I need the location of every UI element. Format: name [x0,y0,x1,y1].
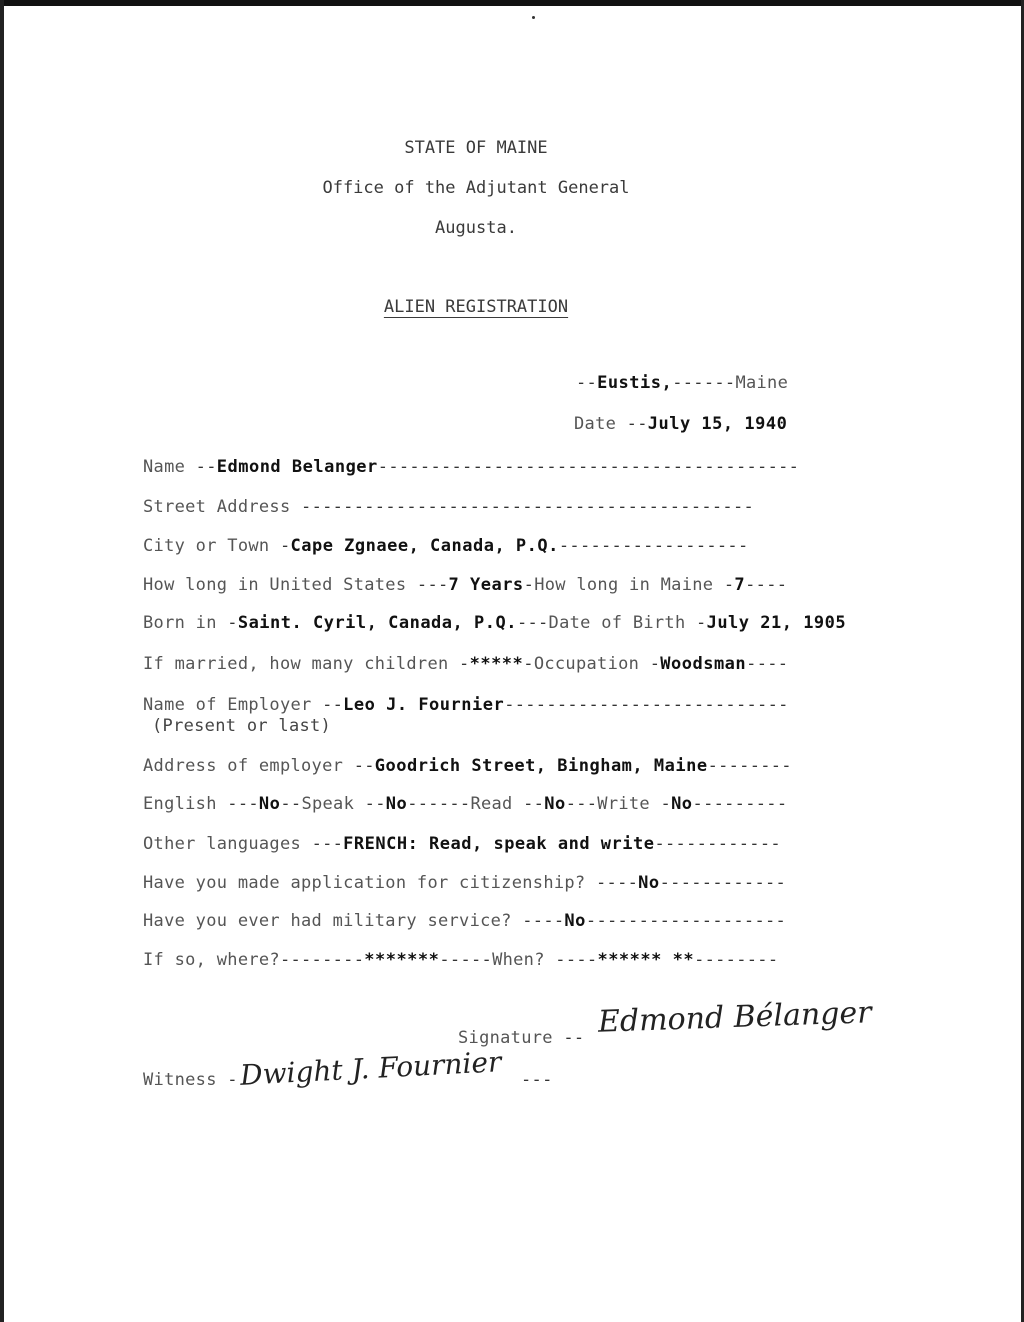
children-line: If married, how many children -*****-Occupation -Woodsman---- [143,654,789,674]
employer-address-line: Address of employer --Goodrich Street, Bingham, Maine-------- [143,756,792,776]
when-value: ****** ** [597,950,695,970]
speak-label: Speak [301,794,355,814]
dob-label: Date of Birth [548,613,686,633]
english-value: No [258,794,281,814]
maine-value: 7 [734,575,746,595]
read-value: No [544,794,566,814]
street-label: Street Address [143,497,291,517]
military-value: No [564,911,586,931]
employer-label: Name of Employer [143,695,312,715]
occupation-value: Woodsman [660,654,747,674]
born-label: Born in [143,613,217,633]
residence-line: How long in United States ---7 Years-How long in Maine -7---- [143,575,788,595]
born-value: Saint. Cyril, Canada, P.Q. [237,613,517,633]
scan-border-top [0,0,1024,6]
scan-speck [532,16,535,19]
us-value: 7 Years [448,575,524,595]
children-value: ***** [469,654,524,674]
when-label: When? [492,950,545,970]
place-value: Eustis, [597,373,673,393]
citizenship-line: Have you made application for citizenship? ----No------------ [143,873,787,893]
date-value: July 15, 1940 [647,414,788,434]
employer-line: Name of Employer --Leo J. Fournier--------------------------- [143,695,789,715]
city-line: City or Town -Cape Zgnaee, Canada, P.Q.------------------ [143,536,749,556]
where-label: If so, where? [143,950,280,970]
occupation-label: Occupation [533,654,640,674]
signature-line: Signature -- [458,1028,585,1048]
name-label: Name [143,457,186,477]
service-line: If so, where?--------*******-----When? ----****** **-------- [143,950,779,970]
signature-handwriting: Edmond Bélanger [597,995,873,1040]
other-languages-label: Other languages [143,834,302,854]
scan-border-left [0,0,4,1322]
speak-value: No [385,794,408,814]
employer-sublabel: (Present or last) [152,716,332,736]
city-label: City or Town [143,536,270,556]
witness-handwriting: Dwight J. Fournier [239,1045,503,1092]
city-heading: Augusta. [435,218,517,238]
write-label: Write [597,794,650,814]
name-line: Name --Edmond Belanger---------------------------------------- [143,457,800,477]
street-line: Street Address ------------------------------------------- [143,497,755,517]
employer-address-label: Address of employer [143,756,344,776]
maine-label: How long in Maine [534,575,714,595]
name-value: Edmond Belanger [216,457,378,477]
place-state: Maine [735,373,789,393]
military-line: Have you ever had military service? ----No------------------- [143,911,787,931]
date-line: Date --July 15, 1940 [574,414,788,434]
state-heading: STATE OF MAINE [404,138,548,158]
city-value: Cape Zgnaee, Canada, P.Q. [290,536,559,556]
military-label: Have you ever had military service? [143,911,512,931]
place-line: --Eustis,------Maine [576,373,789,393]
witness-label: Witness [143,1070,217,1090]
dob-value: July 21, 1905 [706,613,847,633]
employer-value: Leo J. Fournier [343,695,505,715]
read-label: Read [470,794,513,814]
born-line: Born in -Saint. Cyril, Canada, P.Q.---Date of Birth -July 21, 1905 [143,613,847,633]
us-label: How long in United States [143,575,407,595]
children-label: If married, how many children [143,654,449,674]
employer-address-value: Goodrich Street, Bingham, Maine [374,756,708,776]
signature-label: Signature [458,1028,553,1048]
citizenship-label: Have you made application for citizenship? [143,873,586,893]
other-languages-value: FRENCH: Read, speak and write [343,834,655,854]
other-languages-line: Other languages ---FRENCH: Read, speak and write------------ [143,834,781,854]
witness-dashes: --- [521,1070,553,1090]
date-label: Date [574,414,617,434]
witness-line: Witness - [143,1070,238,1090]
where-value: ******* [364,950,440,970]
write-value: No [671,794,693,814]
form-title: ALIEN REGISTRATION [383,297,569,317]
office-heading: Office of the Adjutant General [322,178,630,198]
english-label: English [143,794,217,814]
citizenship-value: No [638,873,660,893]
english-line: English ---No--Speak --No------Read --No---Write -No--------- [143,794,788,814]
